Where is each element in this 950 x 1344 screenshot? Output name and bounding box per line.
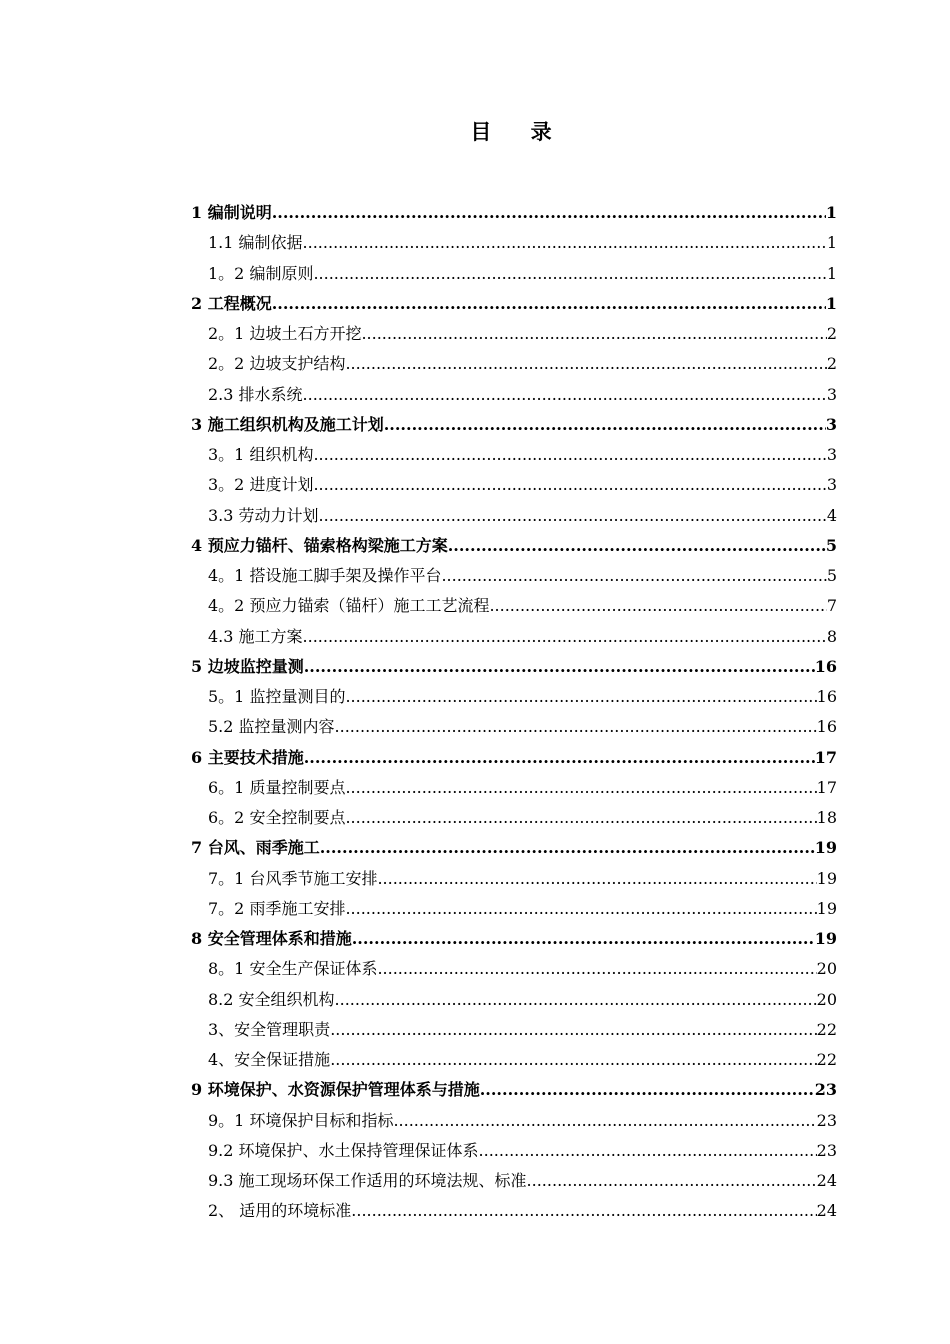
toc-dot-leader <box>345 894 816 924</box>
toc-entry-label: 5。1 监控量测目的 <box>208 687 346 706</box>
toc-page-number: 19 <box>816 898 837 918</box>
toc-page-number: 16 <box>814 656 837 676</box>
toc-entry-label: 2 工程概况 <box>191 293 272 313</box>
toc-dot-leader <box>448 531 826 561</box>
toc-dot-leader <box>303 228 827 258</box>
toc-dot-leader <box>330 1045 816 1075</box>
toc-entry-label: 1.1 编制依据 <box>208 233 303 253</box>
toc-entry-label: 3。1 组织机构 <box>208 445 314 464</box>
toc-page-number: 1 <box>825 203 837 222</box>
toc-dot-leader <box>319 501 827 531</box>
toc-dot-leader <box>479 1136 817 1166</box>
toc-section-entry[interactable] <box>191 1136 837 1166</box>
toc-entry-label: 7 台风、雨季施工 <box>191 838 320 858</box>
toc-entry-label: 7。1 台风季节施工安排 <box>208 868 378 888</box>
toc-dot-leader <box>345 773 816 803</box>
toc-section-entry[interactable] <box>191 561 837 591</box>
toc-dot-leader <box>303 380 827 410</box>
toc-entry-label: 3。2 进度计划 <box>208 475 314 495</box>
toc-page-number: 3 <box>825 414 837 434</box>
toc-page-number: 19 <box>814 838 837 858</box>
toc-page-number: 16 <box>816 717 837 737</box>
toc-dot-leader <box>527 1166 817 1196</box>
toc-page-number: 3 <box>826 445 837 464</box>
toc-entry-label: 9.3 施工现场环保工作适用的环境法规、标准 <box>208 1171 527 1190</box>
toc-entry-label: 8.2 安全组织机构 <box>208 989 335 1009</box>
toc-chapter-entry[interactable] <box>191 531 837 561</box>
toc-dot-leader <box>304 743 815 773</box>
toc-entry-label: 8 安全管理体系和措施 <box>191 929 352 948</box>
toc-chapter-entry[interactable] <box>191 289 837 319</box>
toc-dot-leader <box>335 985 817 1015</box>
page-title: 目 录 <box>470 119 554 144</box>
toc-section-entry[interactable] <box>191 864 837 894</box>
toc-page-number: 2 <box>826 354 837 374</box>
toc-section-entry[interactable] <box>191 1196 837 1226</box>
toc-page-number: 4 <box>826 505 837 525</box>
toc-page-number: 3 <box>826 475 837 495</box>
toc-dot-leader <box>303 622 827 652</box>
toc-dot-leader <box>441 561 826 591</box>
toc-entry-label: 2。1 边坡土石方开挖 <box>208 324 362 343</box>
toc-dot-leader <box>384 410 826 440</box>
toc-dot-leader <box>345 682 816 712</box>
toc-dot-leader <box>272 198 826 228</box>
toc-dot-leader <box>345 349 826 379</box>
toc-entry-label: 3、安全管理职责 <box>208 1019 331 1039</box>
toc-section-entry[interactable] <box>191 349 837 379</box>
toc-dot-leader <box>489 591 826 621</box>
toc-dot-leader <box>393 1106 816 1136</box>
toc-dot-leader <box>377 864 816 894</box>
toc-entry-label: 4 预应力锚杆、锚索格构梁施工方案 <box>191 535 448 555</box>
toc-page-number: 22 <box>816 1019 837 1039</box>
toc-entry-label: 4。1 搭设施工脚手架及操作平台 <box>208 566 442 585</box>
toc-section-entry[interactable] <box>191 319 837 349</box>
toc-section-entry[interactable] <box>191 470 837 500</box>
toc-page-number: 5 <box>826 566 837 585</box>
toc-entry-label: 7。2 雨季施工安排 <box>208 898 346 918</box>
toc-entry-label: 4。2 预应力锚索（锚杆）施工工艺流程 <box>208 596 490 616</box>
toc-dot-leader <box>320 833 815 863</box>
toc-dot-leader <box>272 289 826 319</box>
toc-section-entry[interactable] <box>191 1166 837 1196</box>
toc-page-number: 1 <box>826 233 837 253</box>
toc-page-number: 19 <box>814 929 837 948</box>
toc-dot-leader <box>345 803 816 833</box>
toc-entry-label: 2、 适用的环境标准 <box>208 1201 352 1221</box>
toc-section-entry[interactable] <box>191 622 837 652</box>
toc-section-entry[interactable] <box>191 803 837 833</box>
toc-page-number: 20 <box>816 959 837 979</box>
toc-page-number: 17 <box>816 777 837 797</box>
toc-page-number: 16 <box>816 687 837 706</box>
toc-dot-leader <box>335 712 817 742</box>
toc-dot-leader <box>361 319 826 349</box>
toc-dot-leader <box>313 259 826 289</box>
toc-entry-label: 3 施工组织机构及施工计划 <box>191 414 384 434</box>
toc-section-entry[interactable] <box>191 259 837 289</box>
toc-page-number: 19 <box>816 868 837 888</box>
toc-entry-label: 2。2 边坡支护结构 <box>208 354 346 374</box>
toc-page-number: 20 <box>816 989 837 1009</box>
toc-chapter-entry[interactable] <box>191 743 837 773</box>
toc-entry-label: 6。1 质量控制要点 <box>208 777 346 797</box>
toc-section-entry[interactable] <box>191 894 837 924</box>
toc-entry-label: 2.3 排水系统 <box>208 384 303 404</box>
toc-section-entry[interactable] <box>191 1015 837 1045</box>
toc-dot-leader <box>480 1075 815 1105</box>
toc-chapter-entry[interactable] <box>191 833 837 863</box>
toc-dot-leader <box>351 1196 816 1226</box>
toc-page-number: 24 <box>816 1171 837 1190</box>
toc-page-number: 22 <box>816 1050 837 1069</box>
toc-page-number: 23 <box>816 1110 837 1130</box>
toc-entry-label: 9.2 环境保护、水土保持管理保证体系 <box>208 1140 479 1160</box>
toc-section-entry[interactable] <box>191 1106 837 1136</box>
toc-section-entry[interactable] <box>191 591 837 621</box>
toc-chapter-entry[interactable] <box>191 1075 837 1105</box>
toc-entry-label: 6 主要技术措施 <box>191 747 304 767</box>
toc-dot-leader <box>313 470 826 500</box>
toc-page-number: 5 <box>825 535 837 555</box>
toc-chapter-entry[interactable] <box>191 410 837 440</box>
toc-page-number: 1 <box>825 293 837 313</box>
toc-section-entry[interactable] <box>191 682 837 712</box>
toc-entry-label: 3.3 劳动力计划 <box>208 505 319 525</box>
toc-entry-label: 4、安全保证措施 <box>208 1050 331 1069</box>
toc-dot-leader <box>313 440 826 470</box>
toc-page-number: 23 <box>814 1080 837 1100</box>
toc-entry-label: 8。1 安全生产保证体系 <box>208 959 378 979</box>
table-of-contents <box>191 198 837 1227</box>
toc-section-entry[interactable] <box>191 1045 837 1075</box>
toc-entry-label: 6。2 安全控制要点 <box>208 808 346 827</box>
toc-dot-leader <box>352 924 815 954</box>
toc-section-entry[interactable] <box>191 380 837 410</box>
toc-entry-label: 5 边坡监控量测 <box>191 656 304 676</box>
toc-section-entry[interactable] <box>191 501 837 531</box>
toc-page-number: 7 <box>826 596 837 616</box>
toc-section-entry[interactable] <box>191 440 837 470</box>
toc-section-entry[interactable] <box>191 773 837 803</box>
toc-chapter-entry[interactable] <box>191 924 837 954</box>
toc-page-number: 3 <box>826 384 837 404</box>
toc-chapter-entry[interactable] <box>191 652 837 682</box>
toc-section-entry[interactable] <box>191 985 837 1015</box>
toc-entry-label: 9 环境保护、水资源保护管理体系与措施 <box>191 1080 480 1100</box>
toc-page-number: 24 <box>816 1201 837 1221</box>
toc-chapter-entry[interactable] <box>191 198 837 228</box>
toc-entry-label: 1 编制说明 <box>191 203 272 222</box>
toc-section-entry[interactable] <box>191 712 837 742</box>
toc-section-entry[interactable] <box>191 954 837 984</box>
toc-page-number: 2 <box>826 324 837 343</box>
toc-page-number: 17 <box>814 747 837 767</box>
toc-page-number: 23 <box>816 1140 837 1160</box>
toc-dot-leader <box>304 652 815 682</box>
toc-entry-label: 9。1 环境保护目标和指标 <box>208 1110 394 1130</box>
toc-section-entry[interactable] <box>191 228 837 258</box>
toc-page-number: 18 <box>816 808 837 827</box>
toc-dot-leader <box>377 954 816 984</box>
toc-page-number: 1 <box>826 263 837 283</box>
toc-entry-label: 5.2 监控量测内容 <box>208 717 335 737</box>
toc-entry-label: 4.3 施工方案 <box>208 626 303 646</box>
toc-page-number: 8 <box>826 626 837 646</box>
toc-dot-leader <box>330 1015 816 1045</box>
toc-entry-label: 1。2 编制原则 <box>208 263 314 283</box>
